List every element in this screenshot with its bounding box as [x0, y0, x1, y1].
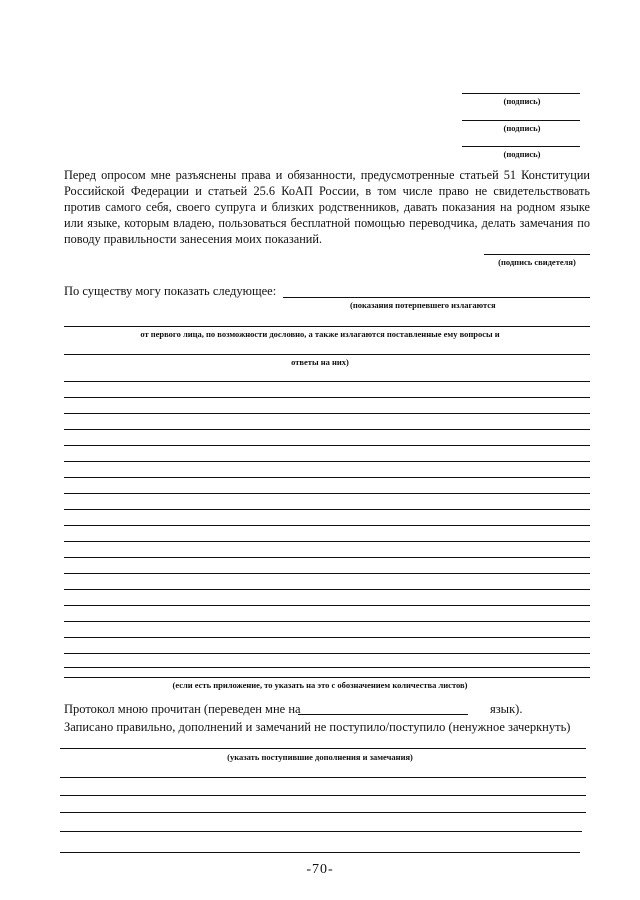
additions-line[interactable]	[60, 831, 582, 832]
witness-signature-line[interactable]	[484, 254, 590, 255]
additions-line[interactable]	[60, 852, 580, 853]
protocol-read-suffix: язык).	[490, 702, 523, 716]
protocol-recorded-label: Записано правильно, дополнений и замечаний не поступило/поступило (ненужное зачеркнуть)	[64, 720, 571, 734]
testimony-line[interactable]	[64, 653, 590, 654]
signature-line-3[interactable]	[462, 146, 580, 147]
testimony-label: По существу могу показать следующее:	[64, 284, 277, 298]
testimony-hint-1: (показания потерпевшего излагаются	[350, 300, 496, 310]
testimony-line[interactable]	[64, 637, 590, 638]
testimony-line[interactable]	[64, 573, 590, 574]
signature-caption-3: (подпись)	[503, 149, 541, 159]
additions-line[interactable]	[60, 795, 586, 796]
testimony-line[interactable]	[64, 605, 590, 606]
testimony-line[interactable]	[64, 493, 590, 494]
testimony-line[interactable]	[64, 413, 590, 414]
attachment-hint: (если есть приложение, то указать на это с обозначением количества листов)	[172, 680, 468, 690]
signature-caption-2: (подпись)	[503, 123, 541, 133]
testimony-line[interactable]	[64, 477, 590, 478]
language-field[interactable]	[298, 714, 468, 715]
testimony-line[interactable]	[64, 541, 590, 542]
testimony-hint-3: ответы на них)	[291, 357, 349, 367]
signature-line-2[interactable]	[462, 120, 580, 121]
protocol-read-label: Протокол мною прочитан (переведен мне на	[64, 702, 301, 716]
testimony-hint-2: от первого лица, по возможности дословно, а также излагаются поставленные ему вопросы и	[140, 329, 500, 339]
testimony-line[interactable]	[64, 326, 590, 327]
testimony-line[interactable]	[64, 429, 590, 430]
testimony-line[interactable]	[64, 589, 590, 590]
testimony-line[interactable]	[64, 557, 590, 558]
attachment-line[interactable]	[64, 677, 590, 678]
testimony-first-line[interactable]	[283, 297, 590, 298]
testimony-line[interactable]	[64, 381, 590, 382]
signature-line-1[interactable]	[462, 93, 580, 94]
additions-line[interactable]	[60, 748, 586, 749]
additions-line[interactable]	[60, 777, 586, 778]
testimony-line[interactable]	[64, 445, 590, 446]
additions-line[interactable]	[60, 812, 586, 813]
signature-caption-1: (подпись)	[503, 96, 541, 106]
testimony-line[interactable]	[64, 354, 590, 355]
testimony-line[interactable]	[64, 621, 590, 622]
rights-paragraph: Перед опросом мне разъяснены права и обязанности, предусмотренные статьей 51 Конституции Российской Федерации и статьей 25.6 КоАП России, в том числе право не свидетельствовать против самого себя, своего супруга и близких родственников, давать показания на родном языке или языке, которым владею, пользоваться бесплатной помощью переводчика, делать замечания по поводу правильности занесения моих показаний.	[64, 168, 590, 246]
testimony-line[interactable]	[64, 509, 590, 510]
testimony-line[interactable]	[64, 461, 590, 462]
page-number: -70-	[306, 862, 334, 877]
testimony-line[interactable]	[64, 397, 590, 398]
testimony-line[interactable]	[64, 525, 590, 526]
additions-hint: (указать поступившие дополнения и замечания)	[227, 752, 413, 762]
testimony-line[interactable]	[64, 667, 590, 668]
witness-signature-caption: (подпись свидетеля)	[498, 257, 576, 267]
